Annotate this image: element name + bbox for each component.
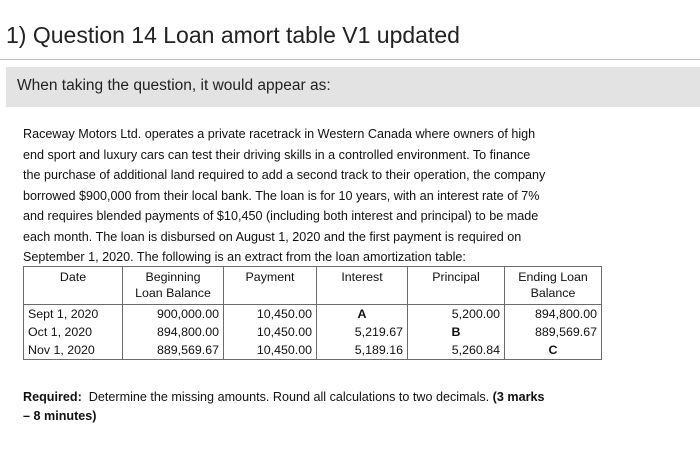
paragraph-line: Raceway Motors Ltd. operates a private racetrack in Western Canada where owners of high <box>23 127 536 141</box>
paragraph-line: September 1, 2020. The following is an extract from the loan amortization table: <box>23 250 466 264</box>
cell-beginning: 894,800.00 <box>123 323 224 341</box>
cell-principal-missing-b: B <box>408 323 505 341</box>
question-paragraph <box>23 124 648 268</box>
question-title: 1) Question 14 Loan amort table V1 updated <box>6 22 460 48</box>
amortization-table <box>23 266 602 360</box>
cell-interest-missing-a: A <box>317 305 408 324</box>
required-label: Required: <box>23 390 82 404</box>
cell-interest: 5,189.16 <box>317 341 408 360</box>
header-ending-line1: Ending Loan <box>518 270 588 284</box>
paragraph-line: borrowed $900,000 from their local bank. The loan is for 10 years, with an interest rate of 7% <box>23 188 540 203</box>
cell-payment: 10,450.00 <box>224 341 317 360</box>
preview-banner <box>6 67 700 107</box>
header-beginning-line2: Loan Balance <box>135 286 211 300</box>
marks-time-text: – 8 minutes) <box>23 409 97 423</box>
cell-date: Sept 1, 2020 <box>24 305 123 324</box>
cell-principal: 5,200.00 <box>408 305 505 324</box>
cell-payment: 10,450.00 <box>224 305 317 324</box>
cell-beginning: 900,000.00 <box>123 305 224 324</box>
cell-principal: 5,260.84 <box>408 341 505 360</box>
required-text: Determine the missing amounts. Round all calculations to two decimals. <box>81 390 493 404</box>
header-payment: Payment <box>224 267 317 305</box>
paragraph-line: the purchase of additional land required to add a second track to their operation, the company <box>23 168 546 182</box>
preview-banner-text: When taking the question, it would appear as: <box>17 77 331 94</box>
paragraph-line: each month. The loan is disbursed on August 1, 2020 and the first payment is required on <box>23 229 522 244</box>
header-ending-balance <box>505 267 602 305</box>
required-instructions <box>23 388 663 426</box>
header-beginning-line1: Beginning <box>145 270 201 284</box>
title-divider <box>0 59 700 60</box>
required-line-1 <box>23 388 663 407</box>
paragraph-line: and requires blended payments of $10,450 (including both interest and principal) to be made <box>23 209 539 223</box>
cell-ending: 889,569.67 <box>505 323 602 341</box>
table-row <box>24 323 602 341</box>
cell-date: Nov 1, 2020 <box>24 341 123 360</box>
cell-date: Oct 1, 2020 <box>24 323 123 341</box>
cell-payment: 10,450.00 <box>224 323 317 341</box>
header-beginning-balance <box>123 267 224 305</box>
cell-ending-missing-c: C <box>505 341 602 360</box>
table-row <box>24 305 602 324</box>
header-date: Date <box>24 267 123 305</box>
header-principal: Principal <box>408 267 505 305</box>
header-ending-line2: Balance <box>530 286 576 300</box>
header-interest: Interest <box>317 267 408 305</box>
paragraph-line: end sport and luxury cars can test their driving skills in a controlled environment. To finance <box>23 147 531 162</box>
cell-interest: 5,219.67 <box>317 323 408 341</box>
cell-ending: 894,800.00 <box>505 305 602 324</box>
table-header-row <box>24 267 602 305</box>
marks-text: (3 marks <box>492 390 545 404</box>
cell-beginning: 889,569.67 <box>123 341 224 360</box>
table-row <box>24 341 602 360</box>
